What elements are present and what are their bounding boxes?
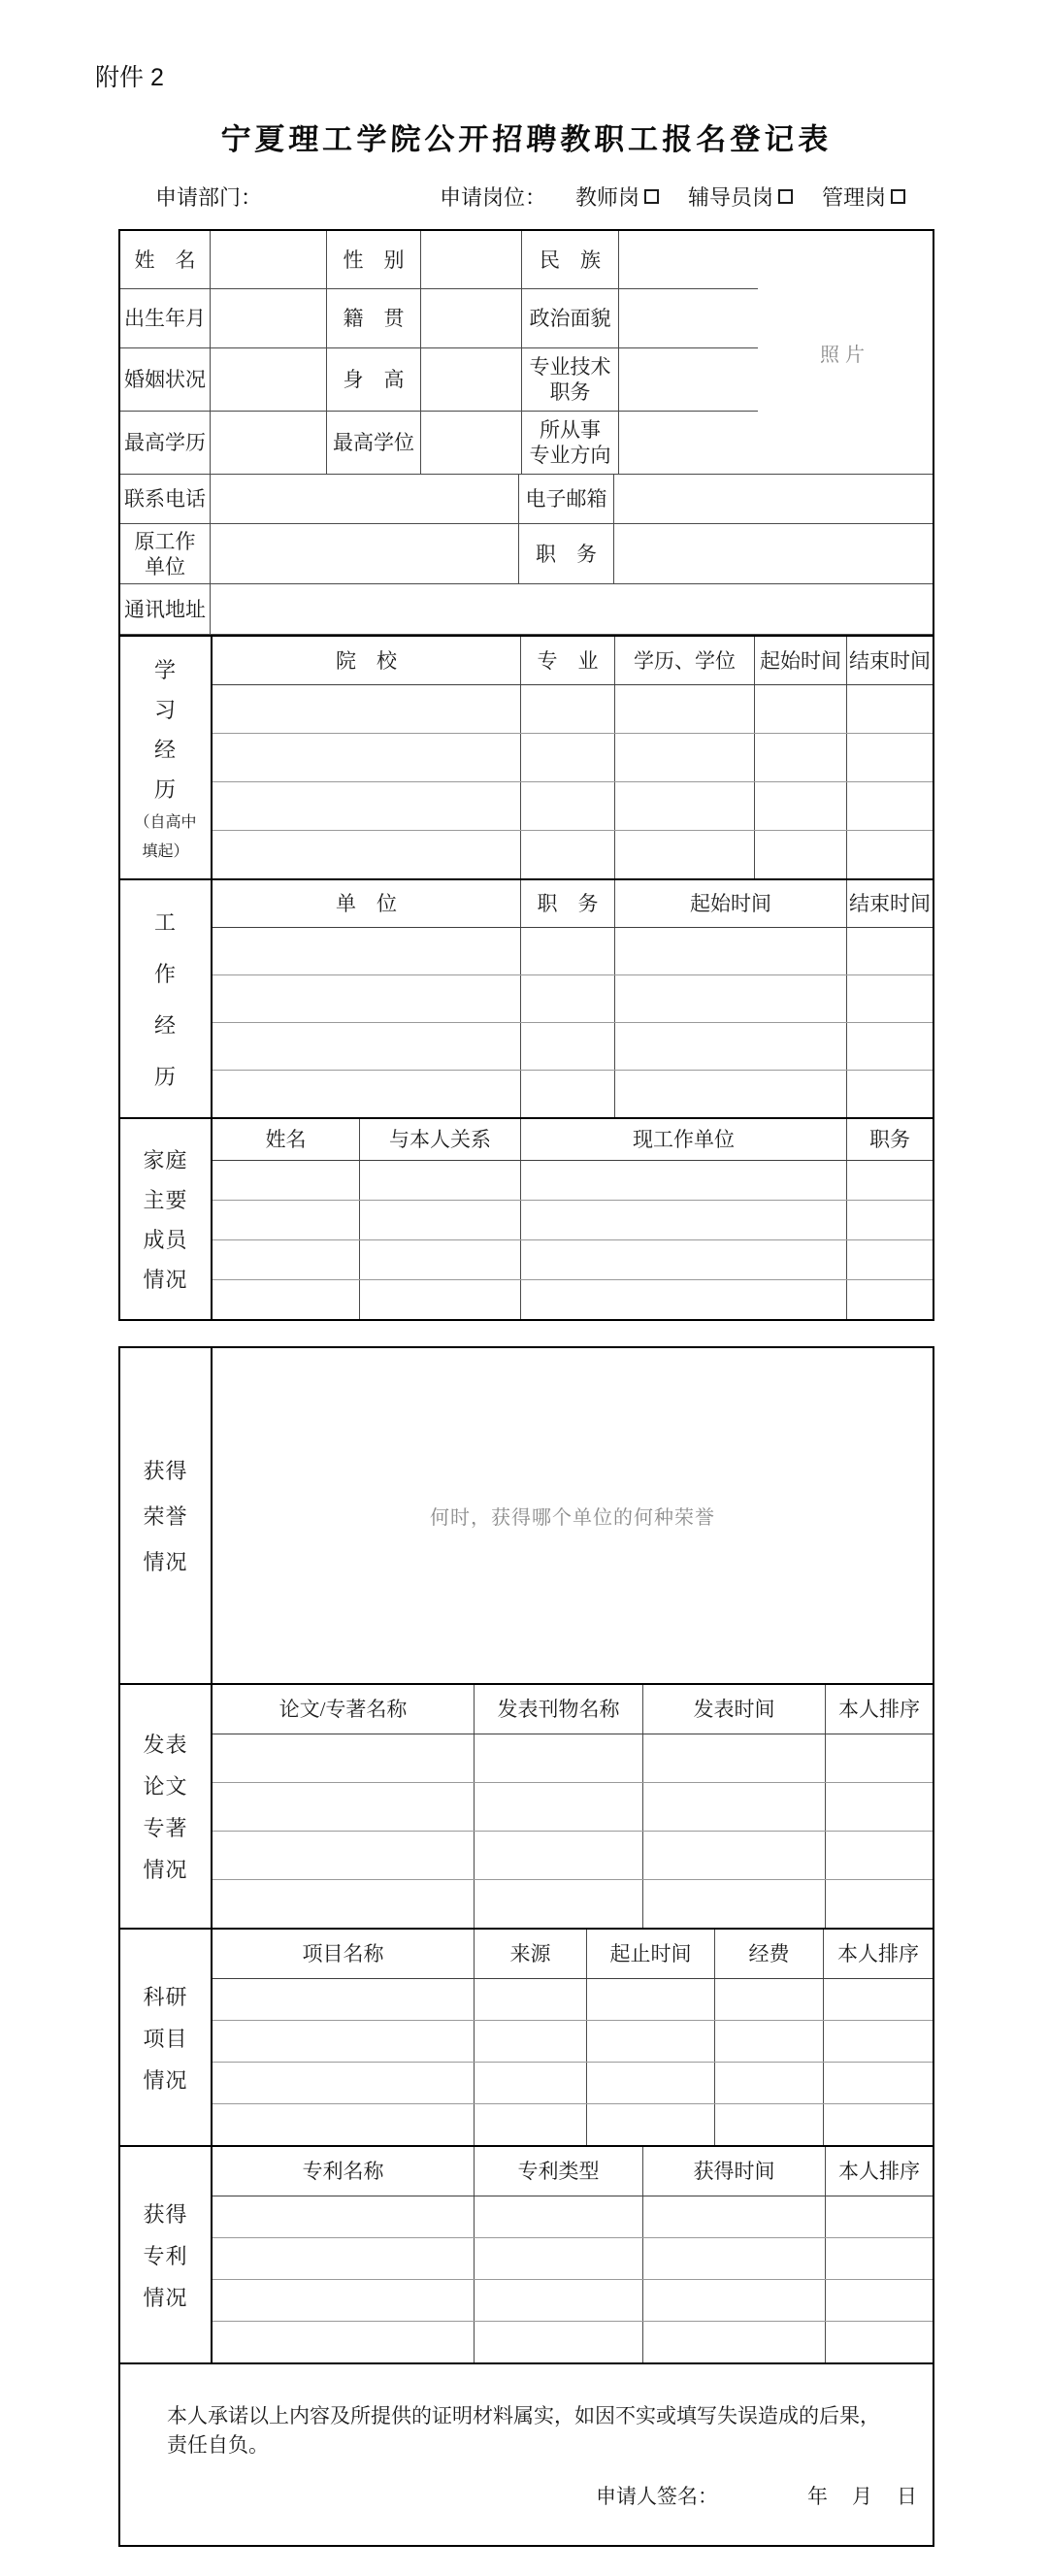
work-label-char: 工 xyxy=(153,910,177,935)
personal-info-table xyxy=(118,229,934,1321)
highest-degree-label: 最高学位 xyxy=(327,412,421,474)
education-note-line: 填起） xyxy=(142,842,189,860)
tech-title-line2: 职务 xyxy=(549,380,591,404)
work-label-char: 作 xyxy=(153,962,177,986)
height-label: 身 高 xyxy=(327,348,421,411)
major-direction-line1: 所从事 xyxy=(540,418,601,442)
column-header: 职 务 xyxy=(521,880,615,927)
prev-employer-line2: 单位 xyxy=(145,554,185,578)
work-empty-row xyxy=(213,928,933,975)
projects-empty-row xyxy=(213,2021,933,2063)
column-header: 专 业 xyxy=(521,637,615,684)
native-place-label: 籍 贯 xyxy=(327,289,421,347)
education-header-row xyxy=(213,637,933,685)
column-header: 结束时间 xyxy=(849,892,931,915)
applicant-signature-label: 申请人签名： xyxy=(596,2485,718,2508)
major-direction-value-cell xyxy=(619,412,758,474)
work-header-row xyxy=(213,880,933,928)
tech-title-label xyxy=(522,348,619,411)
patents-empty-row xyxy=(213,2322,933,2362)
publications-label-line: 专著 xyxy=(143,1816,188,1840)
publications-empty-row xyxy=(213,1783,933,1832)
column-header: 姓名 xyxy=(213,1119,360,1160)
table-row xyxy=(120,475,933,524)
political-status-label: 政治面貌 xyxy=(522,289,619,347)
work-empty-row xyxy=(213,975,933,1023)
column-header: 专利类型 xyxy=(475,2147,643,2196)
column-header: 本人排序 xyxy=(837,1942,919,1965)
publications-label-line: 论文 xyxy=(143,1774,188,1799)
family-label-line: 成员 xyxy=(143,1228,188,1252)
email-value-cell xyxy=(614,475,933,523)
column-header: 与本人关系 xyxy=(360,1119,521,1160)
projects-label-line: 科研 xyxy=(143,1984,188,2009)
column-header: 本人排序 xyxy=(838,1698,920,1721)
family-section xyxy=(120,1117,933,1319)
checkbox-counselor-post xyxy=(778,189,793,204)
apply-position-label: 申请岗位： xyxy=(439,185,546,210)
address-label: 通讯地址 xyxy=(120,584,211,634)
column-header: 经费 xyxy=(715,1930,824,1978)
family-section-label xyxy=(120,1119,213,1319)
projects-section-label xyxy=(120,1930,213,2145)
position-value-cell xyxy=(614,524,933,583)
table-row xyxy=(120,412,758,474)
honors-label-line: 获得 xyxy=(143,1459,188,1483)
tech-title-line1: 专业技术 xyxy=(529,355,611,379)
ethnicity-label: 民 族 xyxy=(522,231,619,288)
birth-label: 出生年月 xyxy=(120,289,211,347)
education-label-char: 习 xyxy=(153,697,177,722)
option-teacher-label: 教师岗 xyxy=(574,185,639,210)
column-header: 现工作单位 xyxy=(521,1119,847,1160)
publications-empty-row xyxy=(213,1880,933,1928)
option-admin-label: 管理岗 xyxy=(821,185,886,210)
education-section-label xyxy=(120,637,213,878)
family-empty-row xyxy=(213,1280,933,1319)
political-status-value-cell xyxy=(619,289,758,347)
checkbox-admin-post xyxy=(891,189,905,204)
projects-empty-row xyxy=(213,2063,933,2104)
checkbox-teacher-post xyxy=(644,189,659,204)
table-row xyxy=(120,584,933,635)
basic-info-block xyxy=(120,231,933,475)
prev-employer-value-cell xyxy=(211,524,519,583)
patents-empty-row xyxy=(213,2196,933,2238)
publications-empty-row xyxy=(213,1734,933,1783)
prev-employer-label xyxy=(120,524,211,583)
email-label: 电子邮箱 xyxy=(519,475,614,523)
attachment-label: 附件 2 xyxy=(95,64,164,91)
option-counselor-post xyxy=(688,182,793,212)
family-header-row xyxy=(213,1119,933,1161)
education-empty-row xyxy=(213,685,933,734)
column-header: 项目名称 xyxy=(213,1930,475,1978)
projects-header-row xyxy=(213,1930,933,1979)
honors-value-cell xyxy=(213,1348,933,1683)
apply-position-group xyxy=(440,182,905,212)
honors-placeholder: 何时，获得哪个单位的何种荣誉 xyxy=(430,1507,715,1529)
work-label-char: 历 xyxy=(153,1065,177,1089)
birth-value-cell xyxy=(211,289,327,347)
family-label-line: 家庭 xyxy=(143,1148,188,1172)
honors-label-line: 荣誉 xyxy=(143,1504,188,1529)
highest-education-label: 最高学历 xyxy=(120,412,211,474)
phone-value-cell xyxy=(211,475,519,523)
education-empty-row xyxy=(213,831,933,878)
position-label: 职 务 xyxy=(519,524,614,583)
column-header: 起始时间 xyxy=(615,880,847,927)
patents-header-row xyxy=(213,2147,933,2196)
publications-section-label xyxy=(120,1685,213,1928)
table-row xyxy=(120,289,758,348)
publications-label-line: 情况 xyxy=(143,1858,188,1882)
photo-placeholder-cell: 照片 xyxy=(820,344,870,366)
family-label-line: 情况 xyxy=(143,1268,188,1292)
apply-department-label: 申请部门： xyxy=(155,185,263,210)
column-header: 起始时间 xyxy=(755,637,847,684)
publications-label-line: 发表 xyxy=(143,1733,188,1757)
tech-title-value-cell xyxy=(619,348,758,411)
family-label-line: 主要 xyxy=(143,1188,188,1212)
projects-label-line: 项目 xyxy=(143,2026,188,2051)
ethnicity-value-cell xyxy=(619,231,758,288)
patents-empty-row xyxy=(213,2238,933,2280)
column-header: 来源 xyxy=(475,1930,587,1978)
prev-employer-line1: 原工作 xyxy=(134,529,196,553)
date-label: 年 月 日 xyxy=(807,2485,919,2508)
address-value-cell xyxy=(211,584,933,634)
height-value-cell xyxy=(421,348,522,411)
work-empty-row xyxy=(213,1023,933,1071)
column-header: 单 位 xyxy=(213,880,521,927)
column-header: 发表时间 xyxy=(643,1685,826,1734)
highest-degree-value-cell xyxy=(421,412,522,474)
highest-education-value-cell xyxy=(211,412,327,474)
table-row xyxy=(120,524,933,584)
gender-label: 性 别 xyxy=(327,231,421,288)
family-empty-row xyxy=(213,1240,933,1280)
patents-section xyxy=(120,2145,933,2362)
patents-label-line: 获得 xyxy=(143,2201,188,2227)
education-label-char: 历 xyxy=(153,776,177,802)
column-header: 起止时间 xyxy=(587,1930,715,1978)
work-section-label xyxy=(120,880,213,1117)
form-meta-row xyxy=(118,182,934,212)
patents-section-label xyxy=(120,2147,213,2362)
column-header: 职务 xyxy=(869,1128,910,1151)
education-empty-row xyxy=(213,734,933,782)
projects-empty-row xyxy=(213,1979,933,2021)
patents-label-line: 专利 xyxy=(143,2243,188,2268)
work-label-char: 经 xyxy=(153,1013,177,1038)
name-label: 姓 名 xyxy=(120,231,211,288)
table-row xyxy=(120,231,758,289)
gender-value-cell xyxy=(421,231,522,288)
column-header: 学历、学位 xyxy=(615,637,755,684)
education-section xyxy=(120,635,933,878)
work-empty-row xyxy=(213,1071,933,1117)
native-place-value-cell xyxy=(421,289,522,347)
column-header: 论文/专著名称 xyxy=(213,1685,475,1734)
option-teacher-post xyxy=(575,182,659,212)
achievements-table xyxy=(118,1346,934,2547)
family-empty-row xyxy=(213,1161,933,1201)
page-title: 宁夏理工学院公开招聘教职工报名登记表 xyxy=(219,122,834,157)
education-label-char: 经 xyxy=(153,737,177,762)
education-note-line: （自高中 xyxy=(134,813,197,831)
column-header: 获得时间 xyxy=(643,2147,826,2196)
publications-empty-row xyxy=(213,1832,933,1880)
patents-empty-row xyxy=(213,2280,933,2322)
phone-label: 联系电话 xyxy=(120,475,211,523)
column-header: 结束时间 xyxy=(849,648,931,673)
publications-header-row xyxy=(213,1685,933,1734)
column-header: 本人排序 xyxy=(838,2160,920,2183)
projects-empty-row xyxy=(213,2104,933,2145)
marital-status-label: 婚姻状况 xyxy=(120,348,211,411)
publications-section xyxy=(120,1683,933,1928)
family-empty-row xyxy=(213,1201,933,1240)
declaration-section xyxy=(120,2362,933,2545)
column-header: 院 校 xyxy=(213,637,521,684)
marital-status-value-cell xyxy=(211,348,327,411)
declaration-statement: 本人承诺以上内容及所提供的证明材料属实，如因不实或填写失误造成的后果，责任自负。 xyxy=(167,2404,880,2457)
column-header: 发表刊物名称 xyxy=(475,1685,643,1734)
option-counselor-label: 辅导员岗 xyxy=(687,185,773,210)
education-label-char: 学 xyxy=(153,657,177,682)
patents-label-line: 情况 xyxy=(143,2285,188,2310)
honors-label-line: 情况 xyxy=(143,1550,188,1574)
education-empty-row xyxy=(213,782,933,831)
honors-section xyxy=(120,1348,933,1683)
honors-section-label xyxy=(120,1348,213,1683)
name-value-cell xyxy=(211,231,327,288)
option-admin-post xyxy=(822,182,905,212)
work-section xyxy=(120,878,933,1117)
table-row xyxy=(120,348,758,412)
form-header xyxy=(118,115,934,212)
column-header: 专利名称 xyxy=(213,2147,475,2196)
projects-section xyxy=(120,1928,933,2145)
major-direction-line2: 专业方向 xyxy=(529,444,611,467)
major-direction-label xyxy=(522,412,619,474)
projects-label-line: 情况 xyxy=(143,2067,188,2093)
